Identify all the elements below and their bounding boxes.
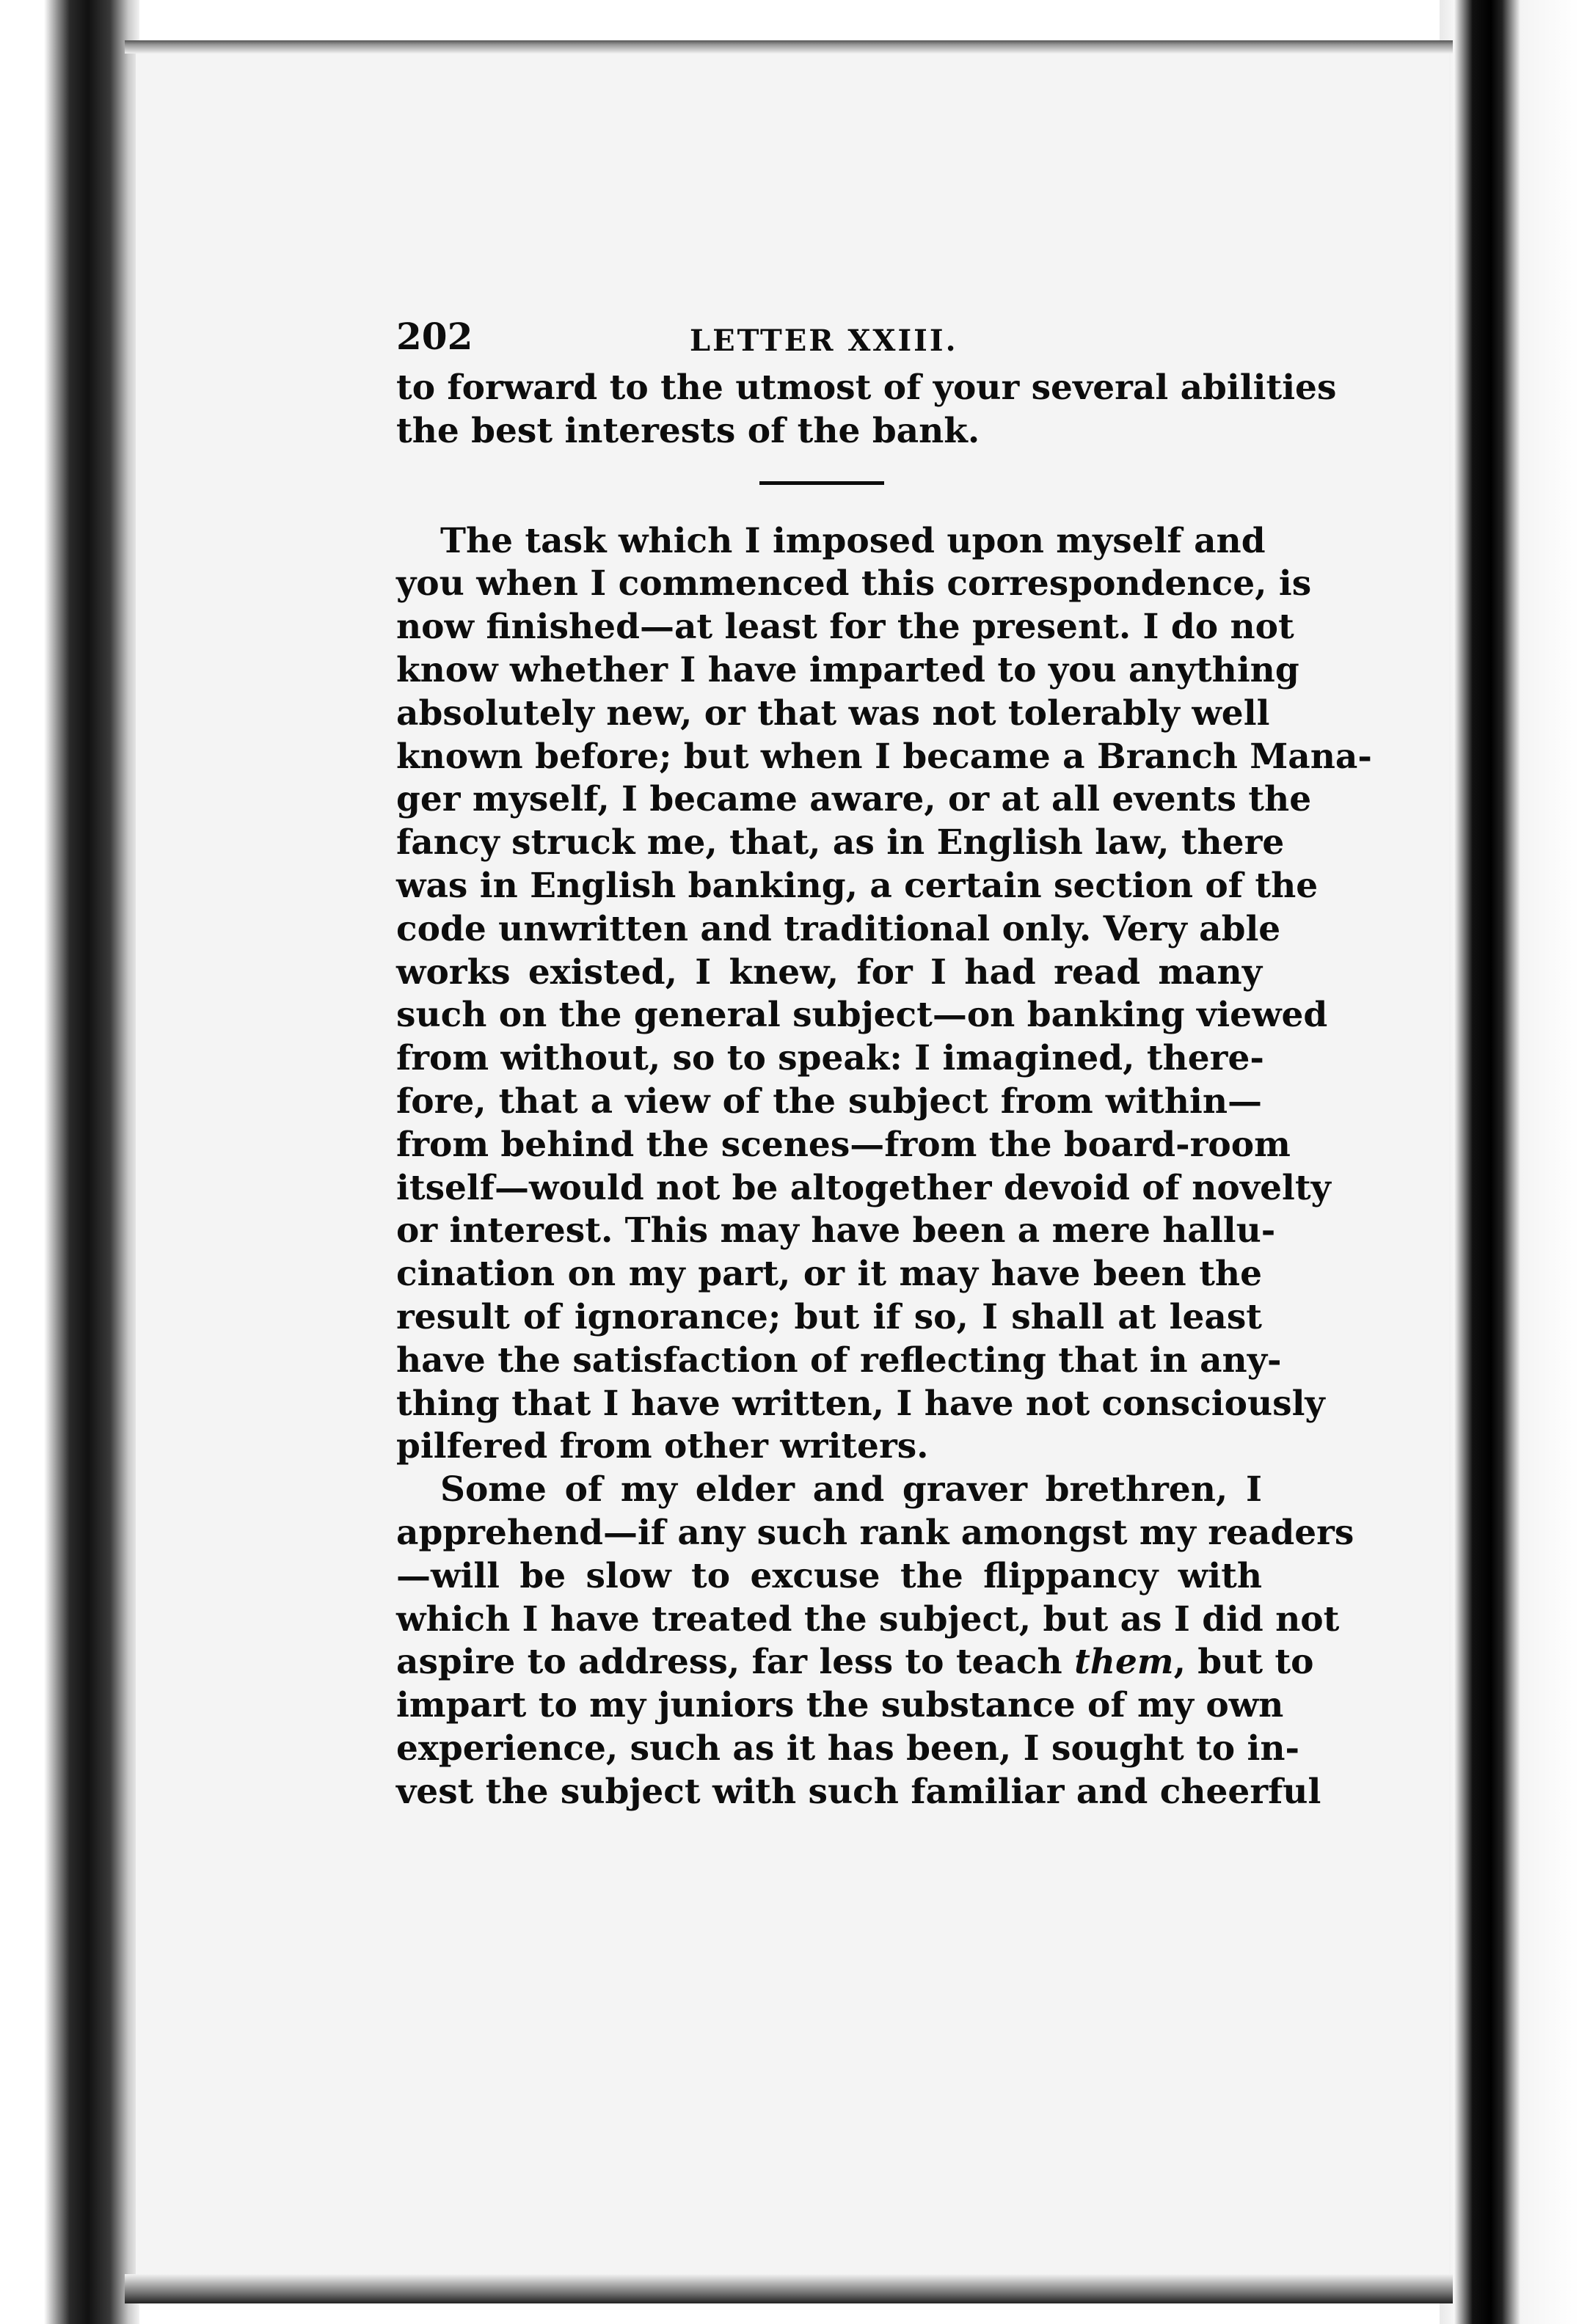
text-line: to forward to the utmost of your several abilities: [396, 368, 1337, 408]
text-line: vest the subject with such familiar and cheerful: [396, 1771, 1321, 1812]
text-line: experience, such as it has been, I sought to in-: [396, 1728, 1300, 1769]
text-line: you when I commenced this correspondence, is: [396, 563, 1312, 604]
text-line: ger myself, I became aware, or at all events the: [396, 779, 1312, 820]
text-line: fancy struck me, that, as in English law, there: [396, 822, 1285, 863]
bottom-page-edge: [125, 2274, 1453, 2303]
running-head: [396, 315, 1262, 367]
paragraph-2: [396, 1469, 1354, 1813]
text-fragment: , but to: [1173, 1642, 1314, 1683]
text-line: fore, that a view of the subject from within—: [396, 1081, 1262, 1122]
text-line: thing that I have written, I have not consciously: [396, 1383, 1325, 1424]
carry-over-paragraph: [396, 367, 1337, 453]
text-line: The task which I imposed upon myself and: [440, 520, 1266, 561]
text-line: Some of my elder and graver brethren, I: [440, 1469, 1262, 1510]
text-line: know whether I have imparted to you anything: [396, 649, 1299, 690]
text-line: pilfered from other writers.: [396, 1426, 929, 1467]
text-line: the best interests of the bank.: [396, 410, 980, 451]
text-fragment: aspire to address, far less to teach: [396, 1642, 1075, 1683]
text-block: [396, 315, 1372, 1814]
emphasized-word: them: [1074, 1642, 1174, 1683]
text-line: from without, so to speak: I imagined, there-: [396, 1038, 1264, 1079]
text-line-with-emphasis: [396, 1641, 1314, 1684]
text-line: itself—would not be altogether devoid of novelty: [396, 1167, 1331, 1208]
text-line: impart to my juniors the substance of my own: [396, 1685, 1284, 1726]
text-line: absolutely new, or that was not tolerably well: [396, 693, 1270, 734]
text-line: which I have treated the subject, but as I did not: [396, 1598, 1340, 1640]
text-line: now finished—at least for the present. I do not: [396, 607, 1294, 648]
paragraph-1: [396, 520, 1372, 1469]
text-line: code unwritten and traditional only. Very able: [396, 908, 1281, 949]
text-line: from behind the scenes—from the board-room: [396, 1124, 1291, 1165]
text-line: known before; but when I became a Branch Mana-: [396, 736, 1372, 777]
text-line: result of ignorance; but if so, I shall at least: [396, 1296, 1262, 1337]
text-line: apprehend—if any such rank amongst my readers: [396, 1512, 1354, 1553]
text-line: cination on my part, or it may have been the: [396, 1254, 1262, 1295]
running-title: LETTER XXIII.: [690, 324, 958, 358]
text-line: such on the general subject—on banking viewed: [396, 995, 1328, 1036]
section-divider-rule: [759, 481, 884, 485]
text-line: works existed, I knew, for I had read many: [396, 951, 1262, 993]
text-line: have the satisfaction of reflecting that in any-: [396, 1340, 1282, 1381]
text-line: or interest. This may have been a mere hallu-: [396, 1210, 1276, 1251]
text-line: was in English banking, a certain section of the: [396, 865, 1319, 906]
top-page-edge: [125, 40, 1453, 54]
left-binding-edge: [0, 0, 139, 2324]
right-binding-edge: [1440, 0, 1579, 2324]
text-line: —will be slow to excuse the flippancy with: [396, 1555, 1262, 1596]
page-number: 202: [396, 315, 473, 358]
